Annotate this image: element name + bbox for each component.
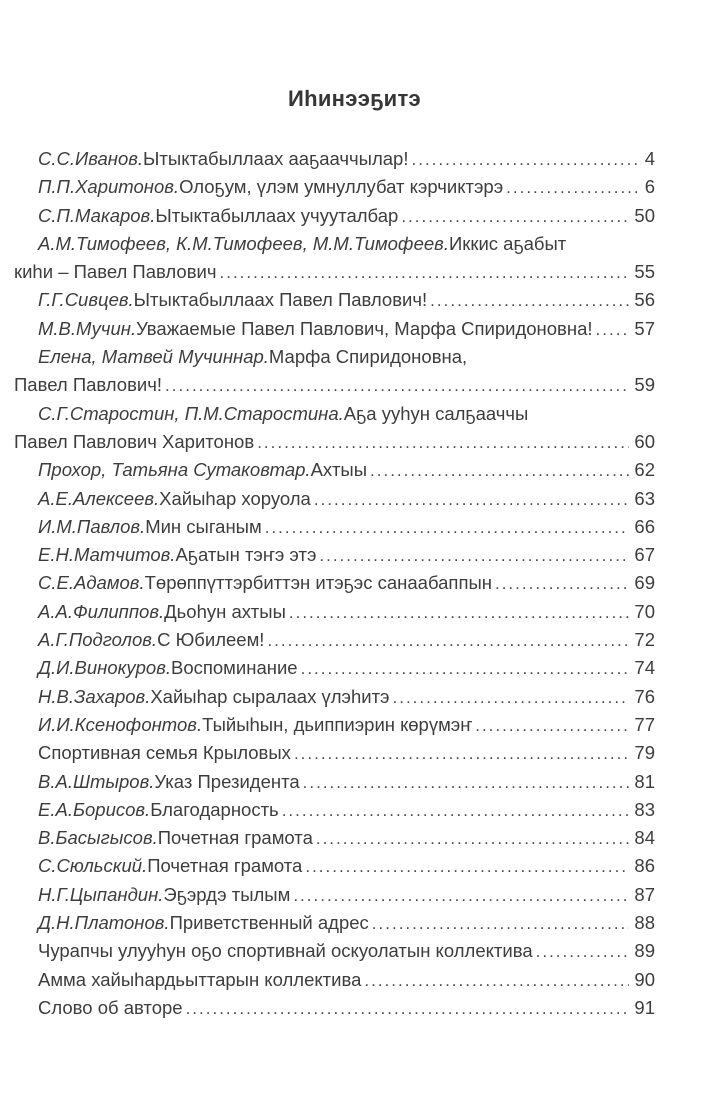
- toc-page-number: 59: [634, 374, 655, 396]
- page-title: Иһинээҕитэ: [288, 86, 421, 111]
- dot-leader: [289, 599, 630, 627]
- toc-entry-title: Ахтыы: [310, 459, 368, 481]
- toc-entry-title: киһи – Павел Павлович: [14, 261, 217, 283]
- toc-entry-title: Приветственный адрес: [169, 912, 369, 934]
- toc-row-continuation: [14, 258, 655, 286]
- toc-page-number: 89: [634, 940, 655, 962]
- toc-entry-title: Аҕа ууһун салҕааччы: [343, 402, 529, 424]
- toc-entry-title: С Юбилеем!: [157, 629, 265, 651]
- toc-entry-author: И.И.Ксенофонтов.: [38, 713, 203, 735]
- toc-page-number: 83: [634, 798, 655, 820]
- toc-row: [14, 145, 655, 173]
- toc-entry-author: С.Г.Старостин, П.М.Старостина.: [38, 402, 344, 424]
- toc-row: [14, 541, 655, 569]
- toc-page-number: 63: [634, 487, 655, 509]
- toc-entry-title: Мин сыганым: [145, 515, 262, 537]
- dot-leader: [506, 174, 640, 202]
- toc-entry-title: Олоҕум, үлэм умнуллубат кэрчиктэрэ: [179, 176, 504, 198]
- dot-leader: [401, 203, 629, 231]
- dot-leader: [303, 769, 630, 797]
- toc-page-number: 4: [644, 148, 655, 169]
- toc-entry-author: С.П.Макаров.: [38, 204, 156, 226]
- toc-page-number: 86: [634, 855, 655, 877]
- toc-page-number: 84: [634, 827, 655, 849]
- toc-entry-author: Н.В.Захаров.: [38, 685, 151, 707]
- toc-entry-author: Прохор, Татьяна Сутаковтар.: [38, 459, 311, 481]
- toc-entry-title: Указ Президента: [154, 770, 300, 792]
- toc-page-number: 67: [634, 544, 655, 566]
- toc-entry-author: Г.Г.Сивцев.: [38, 289, 134, 311]
- toc-row: [14, 173, 655, 201]
- toc-page-number: 90: [634, 968, 655, 990]
- toc-row: [14, 654, 655, 682]
- toc-row: [14, 683, 655, 711]
- dot-leader: [294, 740, 629, 768]
- toc-entry-title: Марфа Спиридоновна,: [268, 346, 468, 368]
- toc-entry-title: Почетная грамота: [157, 827, 313, 849]
- toc-page-number: 70: [634, 600, 655, 622]
- toc-entry-title: Эҕэрдэ тылым: [163, 883, 291, 905]
- toc-page-number: 81: [634, 770, 655, 792]
- dot-leader: [495, 570, 629, 598]
- toc-entry-title: Хайыһар хоруола: [159, 487, 311, 509]
- toc-entry-title: Амма хайыһардьыттарын коллектива: [38, 968, 362, 990]
- toc-entry-title: Павел Павлович Харитонов: [14, 430, 255, 452]
- toc-entry-title: Иккис аҕабыт: [448, 232, 567, 254]
- toc-row: [14, 569, 655, 597]
- toc-entry-author: Е.А.Борисов.: [38, 798, 151, 820]
- toc-entry-author: И.М.Павлов.: [38, 515, 146, 537]
- toc-entry-author: М.В.Мучин.: [38, 317, 137, 339]
- toc-entry-title: Төрөппүттэрбиттэн итэҕэс санаабаппын: [144, 572, 492, 594]
- toc-entry-author: Е.Н.Матчитов.: [38, 544, 176, 566]
- toc-row: [14, 626, 655, 654]
- toc-page-number: 74: [634, 657, 655, 679]
- toc-page-number: 60: [634, 430, 655, 452]
- toc-row: [14, 343, 655, 371]
- dot-leader: [372, 910, 630, 938]
- toc-page-number: 91: [634, 996, 655, 1018]
- toc-row: [14, 286, 655, 314]
- toc-entry-author: С.Сюльский.: [38, 855, 148, 877]
- toc-row: [14, 485, 655, 513]
- toc-row-continuation: [14, 371, 655, 399]
- toc-page-number: 79: [634, 742, 655, 764]
- toc-entry-author: А.А.Филиппов.: [38, 600, 165, 622]
- toc-page-number: 69: [634, 572, 655, 594]
- dot-leader: [165, 372, 629, 400]
- toc-entry-title: Ытыктабыллаах Павел Павлович!: [133, 289, 428, 311]
- dot-leader: [536, 938, 630, 966]
- toc-entry-title: Аҕатын тэҥэ этэ: [175, 544, 317, 566]
- toc-page-number: 72: [634, 629, 655, 651]
- dot-leader: [319, 542, 629, 570]
- toc-entry-title: Слово об авторе: [38, 996, 183, 1018]
- toc-entry-author: А.М.Тимофеев, К.М.Тимофеев, М.М.Тимофеев.: [38, 232, 449, 254]
- toc-row: [14, 598, 655, 626]
- toc-entry-author: Елена, Матвей Мучиннар.: [38, 346, 269, 368]
- toc-row: [14, 400, 655, 428]
- dot-leader: [364, 967, 629, 995]
- dot-leader: [186, 995, 630, 1023]
- dot-leader: [220, 259, 630, 287]
- toc-page-number: 66: [634, 515, 655, 537]
- toc-entry-title: Благодарность: [150, 798, 279, 820]
- dot-leader: [370, 457, 629, 485]
- toc-row: [14, 881, 655, 909]
- toc-entry-title: Дьоһун ахтыы: [164, 600, 286, 622]
- dot-leader: [314, 486, 630, 514]
- toc-row: [14, 711, 655, 739]
- table-of-contents: [14, 145, 655, 1022]
- dot-leader: [475, 712, 629, 740]
- dot-leader: [267, 627, 629, 655]
- toc-page-number: 87: [634, 883, 655, 905]
- toc-entry-title: Почетная грамота: [147, 855, 303, 877]
- toc-entry-author: П.П.Харитонов.: [38, 176, 180, 198]
- toc-page-number: 88: [634, 912, 655, 934]
- toc-entry-author: А.Г.Подголов.: [38, 629, 158, 651]
- toc-entry-author: С.Е.Адамов.: [38, 572, 145, 594]
- toc-entry-author: В.А.Штыров.: [38, 770, 155, 792]
- dot-leader: [305, 853, 629, 881]
- toc-row: [14, 994, 655, 1022]
- toc-row: [14, 315, 655, 343]
- toc-entry-title: Ытыктабыллаах ааҕааччылар!: [143, 148, 409, 169]
- toc-page-number: 76: [634, 685, 655, 707]
- toc-entry-title: Воспоминание: [171, 657, 298, 679]
- toc-row: [14, 739, 655, 767]
- toc-entry-title: Чурапчы улууһун оҕо спортивнай оскуолатын коллектива: [38, 940, 533, 962]
- toc-row: [14, 966, 655, 994]
- toc-entry-title: Ытыктабыллаах учууталбар: [155, 204, 399, 226]
- dot-leader: [430, 287, 629, 315]
- toc-entry-title: Уважаемые Павел Павлович, Марфа Спиридоновна!: [136, 317, 593, 339]
- toc-page-number: 55: [634, 261, 655, 283]
- toc-page-number: 50: [634, 204, 655, 226]
- toc-row-continuation: [14, 428, 655, 456]
- toc-row: [14, 937, 655, 965]
- toc-entry-author: Н.Г.Цыпандин.: [38, 883, 164, 905]
- dot-leader: [265, 514, 630, 542]
- toc-entry-author: А.Е.Алексеев.: [38, 487, 160, 509]
- toc-row: [14, 852, 655, 880]
- toc-entry-author: Д.И.Винокуров.: [38, 657, 171, 679]
- toc-row: [14, 768, 655, 796]
- toc-page-number: 6: [644, 176, 655, 198]
- toc-entry-author: Д.Н.Платонов.: [38, 912, 170, 934]
- toc-entry-title: Хайыһар сыралаах үлэһитэ: [150, 685, 390, 707]
- toc-page-number: 57: [634, 317, 655, 339]
- toc-entry-title: Спортивная семья Крыловых: [38, 742, 291, 764]
- toc-row: [14, 909, 655, 937]
- toc-row: [14, 513, 655, 541]
- dot-leader: [282, 797, 630, 825]
- toc-entry-author: В.Басыгысов.: [38, 827, 158, 849]
- toc-row: [14, 796, 655, 824]
- dot-leader: [393, 684, 630, 712]
- toc-page-number: 77: [634, 713, 655, 735]
- dot-leader: [301, 655, 630, 683]
- dot-leader: [316, 825, 630, 853]
- toc-entry-author: С.С.Иванов.: [38, 148, 144, 169]
- toc-row: [14, 456, 655, 484]
- dot-leader: [596, 316, 630, 344]
- dot-leader: [293, 882, 629, 910]
- dot-leader: [412, 146, 640, 174]
- toc-entry-title: Тыйыһын, дьиппиэрин көрүмэҥ: [202, 713, 473, 735]
- toc-row: [14, 202, 655, 230]
- toc-row: [14, 824, 655, 852]
- toc-page-number: 56: [634, 289, 655, 311]
- dot-leader: [257, 429, 629, 457]
- toc-page-number: 62: [634, 459, 655, 481]
- toc-entry-title: Павел Павлович!: [14, 374, 163, 396]
- toc-row: [14, 230, 655, 258]
